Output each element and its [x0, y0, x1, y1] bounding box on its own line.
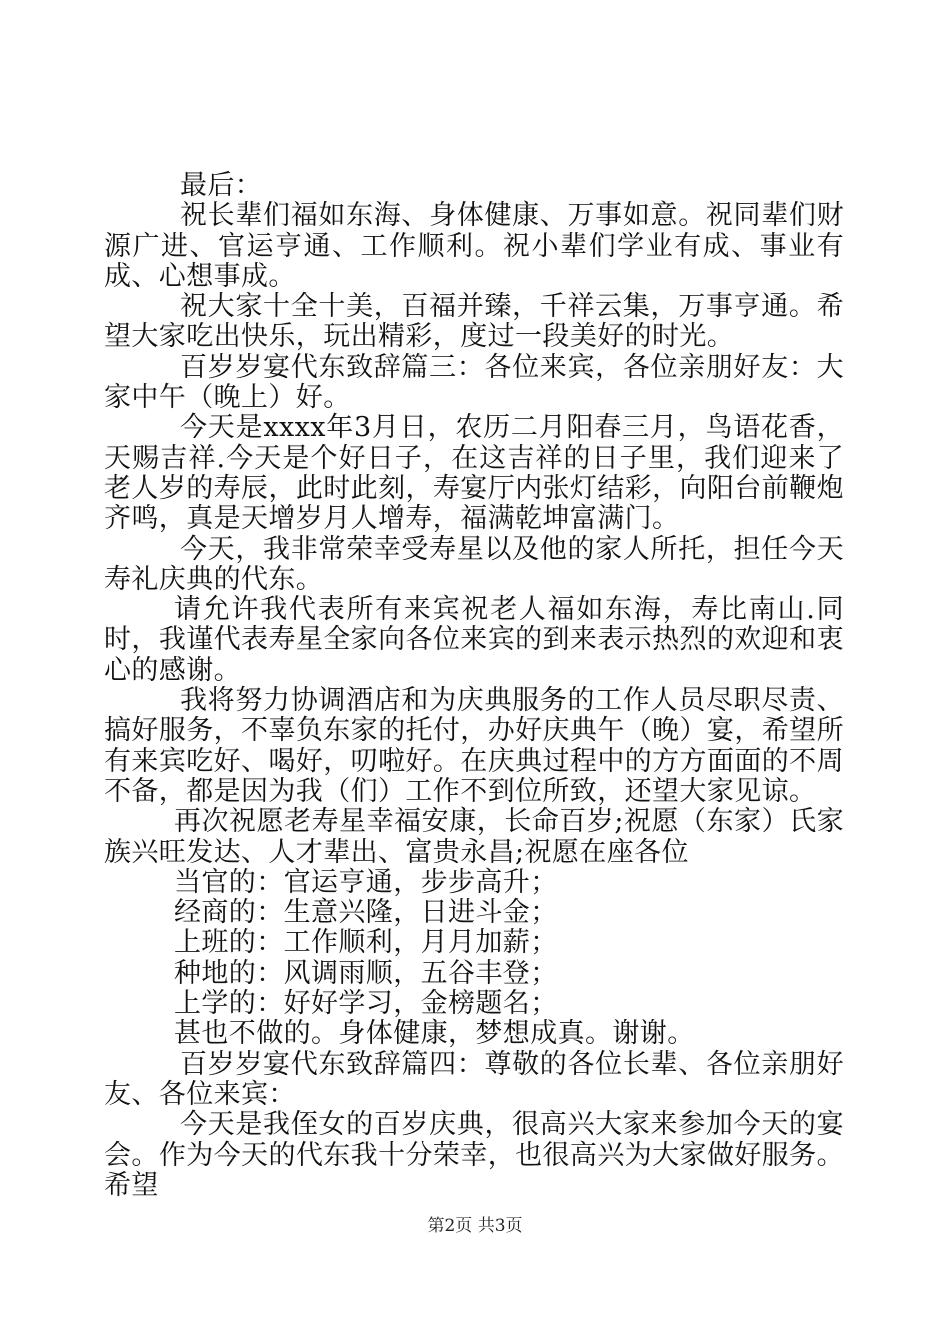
list-item-others: 甚也不做的。身体健康，梦想成真。谢谢。 [174, 1018, 695, 1050]
list-item-students: 上学的：好好学习，金榜题名； [174, 988, 558, 1020]
paragraph-niece-celebration: 今天是我侄女的百岁庆典，很高兴大家来参加今天的宴会。作为今天的代东我十分荣幸，也很高兴为大家做好服务。希望 [104, 1109, 844, 1201]
list-item-officials: 当官的：官运亨通，步步高升； [174, 866, 558, 898]
paragraph-speech-four-heading: 百岁岁宴代东致辞篇四：尊敬的各位长辈、各位亲朋好友、各位来宾： [104, 1048, 844, 1110]
paragraph-closing-heading: 最后： [180, 170, 263, 201]
paragraph-wishes-generations: 祝长辈们福如东海、身体健康、万事如意。祝同辈们财源广进、官运亨通、工作顺利。祝小辈们学业有成、事业有成、心想事成。 [104, 200, 844, 292]
paragraph-service-apology: 我将努力协调酒店和为庆典服务的工作人员尽职尽责、搞好服务，不辜负东家的托付，办好庆典午（晚）宴，希望所有来宾吃好、喝好，叨啦好。在庆典过程中的方方面面的不周不备，都是因为我（们）工作不到位所致，还望大家见谅。 [104, 685, 844, 807]
paragraph-welcome-thanks: 请允许我代表所有来宾祝老人福如东海，寿比南山.同时，我谨代表寿星全家向各位来宾的到来表示热烈的欢迎和衷心的感谢。 [104, 594, 844, 686]
paragraph-date-occasion: 今天是xxxx年3月日，农历二月阳春三月，鸟语花香，天赐吉祥.今天是个好日子，在这吉祥的日子里，我们迎来了老人岁的寿辰，此时此刻，寿宴厅内张灯结彩，向阳台前鞭炮齐鸣，真是天增岁月人增寿，福满乾坤富满门。 [104, 412, 844, 535]
page-number-footer: 第2页 共3页 [427, 1216, 523, 1236]
paragraph-speech-three-heading: 百岁岁宴代东致辞篇三：各位来宾，各位亲朋好友：大家中午（晚上）好。 [104, 351, 844, 414]
paragraph-blessings: 再次祝愿老寿星幸福安康，长命百岁;祝愿（东家）氏家族兴旺发达、人才辈出、富贵永昌;祝愿在座各位 [104, 806, 844, 868]
list-item-workers: 上班的：工作顺利，月月加薪； [174, 927, 558, 959]
paragraph-wishes-everyone: 祝大家十全十美，百福并臻，千祥云集，万事亨通。希望大家吃出快乐，玩出精彩，度过一段美好的时光。 [104, 291, 844, 353]
list-item-merchants: 经商的：生意兴隆，日进斗金； [174, 897, 558, 929]
list-item-farmers: 种地的：风调雨顺，五谷丰登； [174, 957, 558, 989]
document-body [104, 171, 844, 1201]
paragraph-honored-host: 今天，我非常荣幸受寿星以及他的家人所托，担任今天寿礼庆典的代东。 [104, 533, 844, 595]
